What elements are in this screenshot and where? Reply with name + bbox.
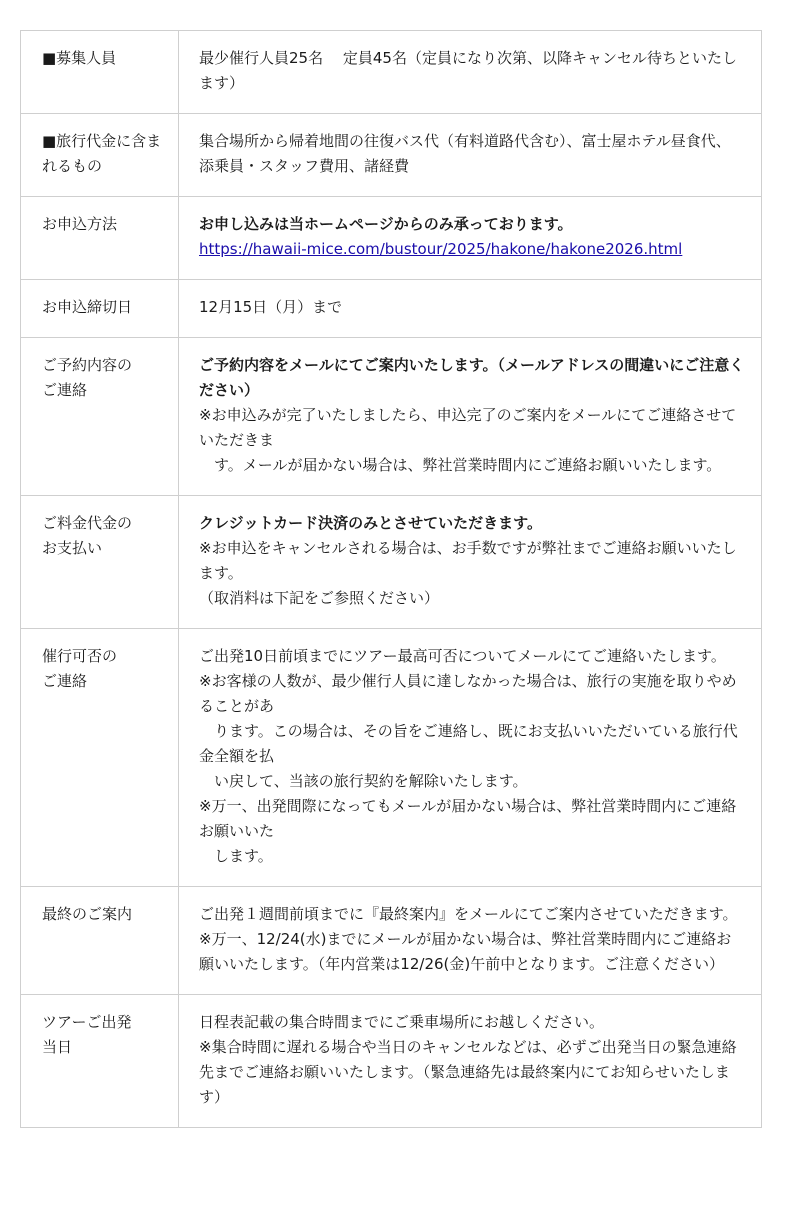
row-label bbox=[21, 280, 179, 338]
table-row bbox=[21, 887, 762, 995]
row-label bbox=[21, 114, 179, 197]
row-content bbox=[179, 197, 762, 280]
row-label-text: ■募集人員 bbox=[42, 49, 117, 67]
tour-info-rows bbox=[21, 31, 762, 1128]
row-label-text: ■旅行代金に含まれるもの bbox=[42, 132, 162, 175]
row-label-text: お申込方法 bbox=[42, 215, 118, 233]
row-content-heading: お申し込みは当ホームページからのみ承っております。 bbox=[199, 215, 573, 233]
table-row bbox=[21, 338, 762, 496]
row-content-text: 日程表記載の集合時間までにご乗車場所にお越しください。 bbox=[199, 1013, 605, 1031]
row-content bbox=[179, 887, 762, 995]
row-label-text: ご料金代金の bbox=[42, 514, 133, 532]
row-label-text: ツアーご出発 bbox=[42, 1013, 132, 1031]
row-label-text: お申込締切日 bbox=[42, 298, 133, 316]
row-content bbox=[179, 995, 762, 1128]
row-content-text: します。 bbox=[199, 847, 273, 865]
row-label bbox=[21, 496, 179, 629]
row-content-text: ります。この場合は、その旨をご連絡し、既にお支払いいただいている旅行代金全額を払 bbox=[199, 722, 738, 765]
row-content-text: 集合場所から帰着地間の往復バス代（有料道路代含む）、富士屋ホテル昼食代、添乗員・スタッフ費用、諸経費 bbox=[199, 132, 731, 175]
table-row bbox=[21, 629, 762, 887]
row-label-text: お支払い bbox=[42, 539, 103, 557]
table-row bbox=[21, 31, 762, 114]
row-content-heading: クレジットカード決済のみとさせていただきます。 bbox=[199, 514, 542, 532]
row-content-heading: ご予約内容をメールにてご案内いたします。（メールアドレスの間違いにご注意ください） bbox=[199, 356, 745, 399]
row-content-text: ※お申込みが完了いたしましたら、申込完了のご案内をメールにてご連絡させていただきま bbox=[199, 406, 737, 449]
row-content-text: 12月15日（月）まで bbox=[199, 298, 343, 316]
table-row bbox=[21, 114, 762, 197]
row-label-text: ご予約内容の bbox=[42, 356, 133, 374]
row-content bbox=[179, 280, 762, 338]
row-content-text: ※万一、12/24(水)までにメールが届かない場合は、弊社営業時間内にご連絡お願いいたします。（年内営業は12/26(金)午前中となります。ご注意ください） bbox=[199, 930, 732, 973]
row-content bbox=[179, 114, 762, 197]
row-label bbox=[21, 887, 179, 995]
tour-info-section bbox=[20, 30, 762, 1128]
row-content-text: ご出発10日前頃までにツアー最高可否についてメールにてご連絡いたします。 bbox=[199, 647, 726, 665]
row-content-text: （取消料は下記をご参照ください） bbox=[199, 589, 440, 607]
tour-info-table bbox=[20, 30, 762, 1128]
row-label bbox=[21, 338, 179, 496]
row-label bbox=[21, 995, 179, 1128]
row-content-text: い戻して、当該の旅行契約を解除いたします。 bbox=[199, 772, 528, 790]
row-label-text: ご連絡 bbox=[42, 381, 88, 399]
row-label-text: 催行可否の bbox=[42, 647, 118, 665]
table-row bbox=[21, 197, 762, 280]
row-content-text: ※お申込をキャンセルされる場合は、お手数ですが弊社までご連絡お願いいたします。 bbox=[199, 539, 737, 582]
row-content-text: ※万一、出発間際になってもメールが届かない場合は、弊社営業時間内にご連絡お願いいた bbox=[199, 797, 737, 840]
row-label bbox=[21, 31, 179, 114]
row-content bbox=[179, 338, 762, 496]
row-label bbox=[21, 197, 179, 280]
row-label bbox=[21, 629, 179, 887]
row-label-text: ご連絡 bbox=[42, 672, 88, 690]
row-content-text: 最少催行人員25名 定員45名（定員になり次第、以降キャンセル待ちといたします） bbox=[199, 49, 737, 92]
row-content-text: す。メールが届かない場合は、弊社営業時間内にご連絡お願いいたします。 bbox=[199, 456, 722, 474]
table-row bbox=[21, 280, 762, 338]
row-content bbox=[179, 629, 762, 887]
row-content bbox=[179, 496, 762, 629]
row-label-text: 最終のご案内 bbox=[42, 905, 133, 923]
table-row bbox=[21, 995, 762, 1128]
row-content-text: ※お客様の人数が、最少催行人員に達しなかった場合は、旅行の実施を取りやめることがあ bbox=[199, 672, 737, 715]
row-content-text: ※集合時間に遅れる場合や当日のキャンセルなどは、必ずご出発当日の緊急連絡先までご連絡お願いいたします。（緊急連絡先は最終案内にてお知らせいたします） bbox=[199, 1038, 737, 1106]
row-content-text: ご出発１週間前頃までに『最終案内』をメールにてご案内させていただきます。 bbox=[199, 905, 738, 923]
row-content bbox=[179, 31, 762, 114]
table-row bbox=[21, 496, 762, 629]
row-label-text: 当日 bbox=[42, 1038, 73, 1056]
application-url-link[interactable]: https://hawaii-mice.com/bustour/2025/hakone/hakone2026.html bbox=[199, 240, 683, 258]
